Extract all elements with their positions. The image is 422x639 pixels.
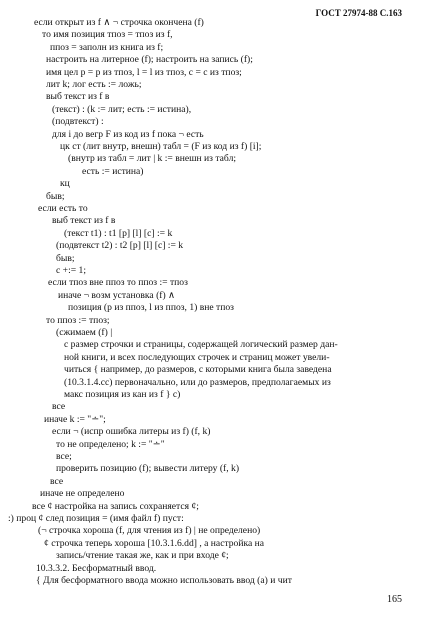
text-line: если тпоз вне ппоз то ппоз := тпоз — [48, 277, 188, 289]
text-line: (внутр из табл = лит | k := внешн из табл; — [68, 153, 237, 165]
text-line: с размер строчки и страницы, содержащей логический размер дан- — [64, 339, 338, 351]
text-line: { Для бесформатного ввода можно использовать ввод (а) и чит — [36, 575, 292, 586]
text-line: макс позиция из кан из f } с) — [64, 389, 181, 400]
text-line: позиция (р из ппоз, l из ппоз, 1) вне тпоз — [68, 302, 234, 314]
text-line: запись/чтение такая же, как и при входе ¢; — [56, 550, 229, 562]
text-line: с +:= 1; — [56, 265, 87, 276]
text-line: если есть то — [38, 203, 88, 214]
page-number: 165 — [387, 594, 402, 605]
page-header: ГОСТ 27974-88 С.163 — [315, 8, 402, 18]
text-line: читься { например, до размеров, с которыми книга была заведена — [64, 364, 332, 376]
text-line: быв; — [46, 190, 65, 202]
text-line: иначе ¬ возм установка (f) ∧ — [58, 289, 176, 301]
text-line: быв; — [56, 252, 75, 264]
text-line: лит k; лог есть := ложь; — [46, 79, 142, 90]
text-line: если открыт из f ∧ ¬ строчка окончена (f) — [34, 17, 204, 28]
text-line: есть := истина) — [82, 165, 144, 177]
text-line: (подвтекст) : — [52, 116, 104, 128]
text-line: ппоз = заполн из книга из f; — [50, 41, 164, 53]
text-line: все — [50, 475, 64, 487]
text-line: (сжимаем (f) | — [56, 327, 113, 338]
text-line: ¢ строчка теперь хороша [10.3.1.6.dd] , а настройка на — [44, 537, 265, 549]
text-line: :) проц ¢ след позиция = (имя файл f) пуст: — [8, 513, 184, 524]
text-line: выб текст из f в — [52, 215, 116, 227]
text-line: имя цел р = р из тпоз, l = l из тпоз, с = с из тпоз; — [46, 66, 242, 78]
text-line: то не определено; k := "∸" — [56, 438, 165, 450]
text-line: (текст t1) : t1 [р] [l] [с] := k — [64, 227, 173, 239]
text-line: все — [52, 401, 66, 413]
text-line: кц — [60, 178, 70, 190]
text-line: ной книги, и всех последующих строчек и страниц может увели- — [64, 351, 330, 363]
text-line: (10.3.1.4.сс) первоначально, или до размеров, предполагаемых из — [64, 376, 331, 388]
text-line: проверить позицию (f); вывести литеру (f, k) — [56, 463, 240, 475]
text-line: то ппоз := тпоз; — [46, 314, 110, 326]
text-line: то имя позиция тпоз = тпоз из f, — [42, 29, 173, 41]
text-line: все ¢ настройка на запись сохраняется ¢; — [32, 500, 199, 512]
text-line: настроить на литерное (f); настроить на запись (f); — [46, 54, 253, 66]
text-line: иначе k := "∸"; — [44, 413, 106, 425]
text-line: для i до вегр F из код из f пока ¬ есть — [52, 128, 204, 140]
text-line: если ¬ (испр ошибка литеры из f) (f, k) — [52, 426, 211, 438]
text-line: все; — [56, 451, 72, 462]
text-line: (подвтекст t2) : t2 [р] [l] [с] := k — [56, 240, 184, 252]
text-line: цк ст (лит внутр, внешн) табл = (F из код из f) [i]; — [60, 141, 262, 152]
text-line: (текст) : (k := лит; есть := истина), — [52, 103, 192, 115]
text-line: выб текст из f в — [46, 91, 110, 103]
text-line: (¬ строчка хороша (f, для чтения из f) | не определено) — [38, 525, 261, 537]
text-line: 10.3.3.2. Бесформатный ввод. — [36, 562, 157, 574]
text-line: иначе не определено — [40, 488, 125, 500]
